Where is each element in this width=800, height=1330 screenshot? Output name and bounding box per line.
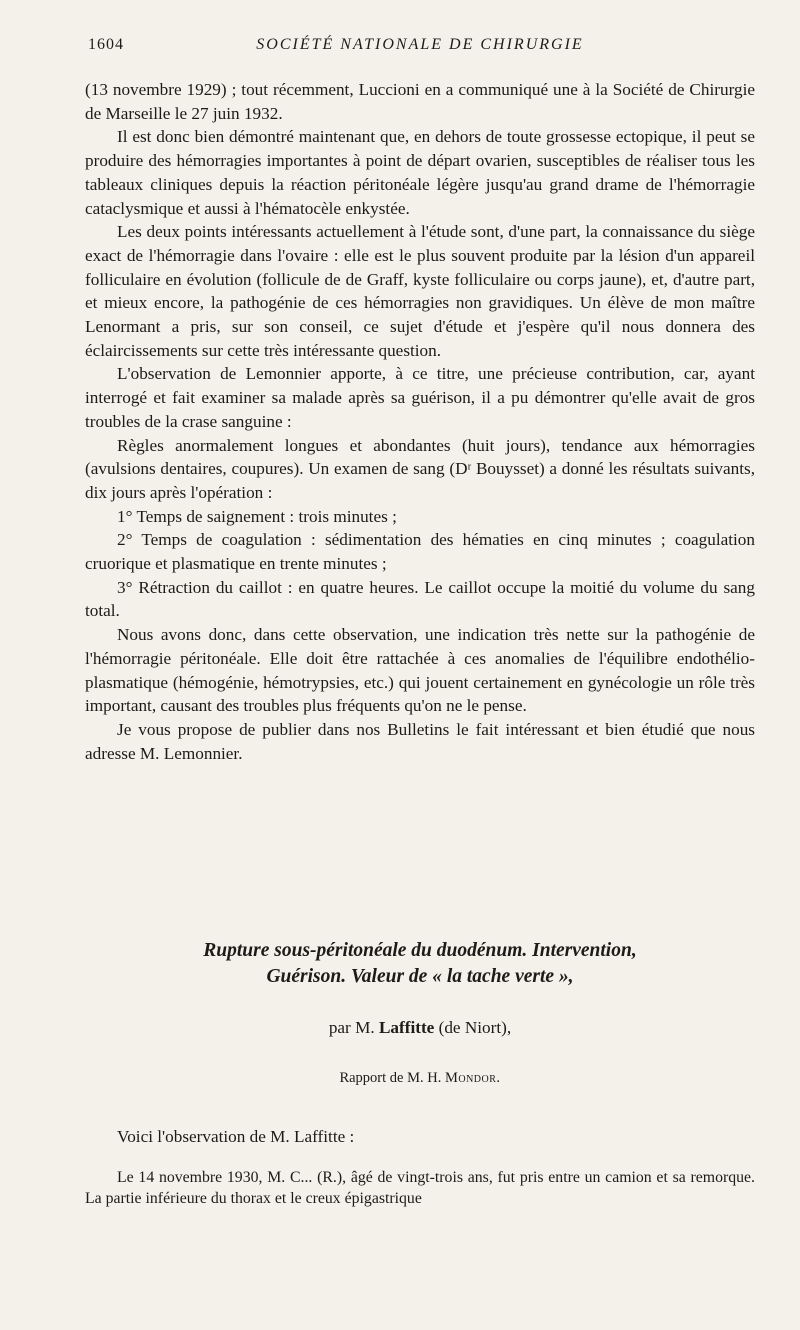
paragraph: Je vous propose de publier dans nos Bulletins le fait intéressant et bien étudié que nous adresse M. Lemonnier.	[85, 719, 755, 763]
article-title-line: Rupture sous-péritonéale du duodénum. Intervention,	[203, 940, 637, 961]
page-number: 1604	[88, 36, 124, 53]
paragraph: Règles anormalement longues et abondantes (huit jours), tendance aux hémorragies (avulsions dentaires, coupures). Un examen de sang (Dʳ Bouysset) a donné les résultats suivants, dix jours après l'opération :	[85, 435, 755, 502]
list-item: 2° Temps de coagulation : sédimentation des hématies en cinq minutes ; coagulation cruorique et plasmatique en trente minutes ;	[85, 530, 755, 574]
author-prefix: par M.	[328, 1018, 375, 1037]
paragraph: Le 14 novembre 1930, M. C... (R.), âgé de vingt-trois ans, fut pris entre un camion et sa remorque. La partie inférieure du thorax et le creux épigastrique	[85, 1169, 755, 1207]
list-item: 1° Temps de saignement : trois minutes ;	[117, 506, 397, 526]
article-title	[85, 938, 755, 990]
list-item: 3° Rétraction du caillot : en quatre heures. Le caillot occupe la moitié du volume du sang total.	[85, 577, 755, 621]
report-prefix: Rapport de M. H.	[339, 1070, 442, 1086]
running-head	[88, 36, 752, 60]
report-body	[85, 78, 755, 765]
article-author	[85, 1018, 755, 1038]
article-title-line: Guérison. Valeur de « la tache verte »,	[266, 966, 574, 987]
observation-text	[85, 1167, 755, 1209]
reporter-name: Mondor.	[444, 1070, 501, 1086]
article-reporter	[85, 1070, 755, 1087]
journal-title: SOCIÉTÉ NATIONALE DE CHIRURGIE	[256, 36, 584, 53]
paragraph: Les deux points intéressants actuellement à l'étude sont, d'une part, la connaissance du siège exact de l'hémorragie dans l'ovaire : elle est le plus souvent produite par la lésion d'un appareil folliculaire en évolution (follicule de de Graff, kyste folliculaire ou corps jaune), et, d'autre part, et mieux encore, la pathogénie de ces hémorragies non gravidiques. Un élève de mon maître Lenormant a pris, sur son conseil, ce sujet d'étude et j'espère qu'il nous donnera des éclaircissements sur cette très intéressante question.	[85, 222, 755, 360]
observation-intro: Voici l'observation de M. Laffitte :	[117, 1127, 355, 1146]
paragraph: (13 novembre 1929) ; tout récemment, Luccioni en a communiqué une à la Société de Chirurgie de Marseille le 27 juin 1932.	[85, 80, 755, 123]
paragraph: Il est donc bien démontré maintenant que, en dehors de toute grossesse ectopique, il peut se produire des hémorragies importantes à point de départ ovarien, susceptibles de réaliser tous les tableaux cliniques depuis la réaction péritonéale légère jusqu'au grand drame de l'hémorragie cataclysmique et aussi à l'hématocèle enkystée.	[85, 127, 755, 218]
author-name: Laffitte	[378, 1018, 435, 1037]
paragraph: Nous avons donc, dans cette observation, une indication très nette sur la pathogénie de l'hémorragie péritonéale. Elle doit être rattachée à ces anomalies de l'équilibre endothélio-plasmatique (hémogénie, hémotrypsies, etc.) qui jouent certainement en gynécologie un rôle très important, causant des troubles plus fréquents qu'on ne le pense.	[85, 625, 755, 716]
author-suffix: (de Niort),	[438, 1018, 512, 1037]
paragraph: L'observation de Lemonnier apporte, à ce titre, une précieuse contribution, car, ayant interrogé et fait examiner sa malade après sa guérison, il a pu démontrer qu'elle avait de gros troubles de la crase sanguine :	[85, 364, 755, 431]
